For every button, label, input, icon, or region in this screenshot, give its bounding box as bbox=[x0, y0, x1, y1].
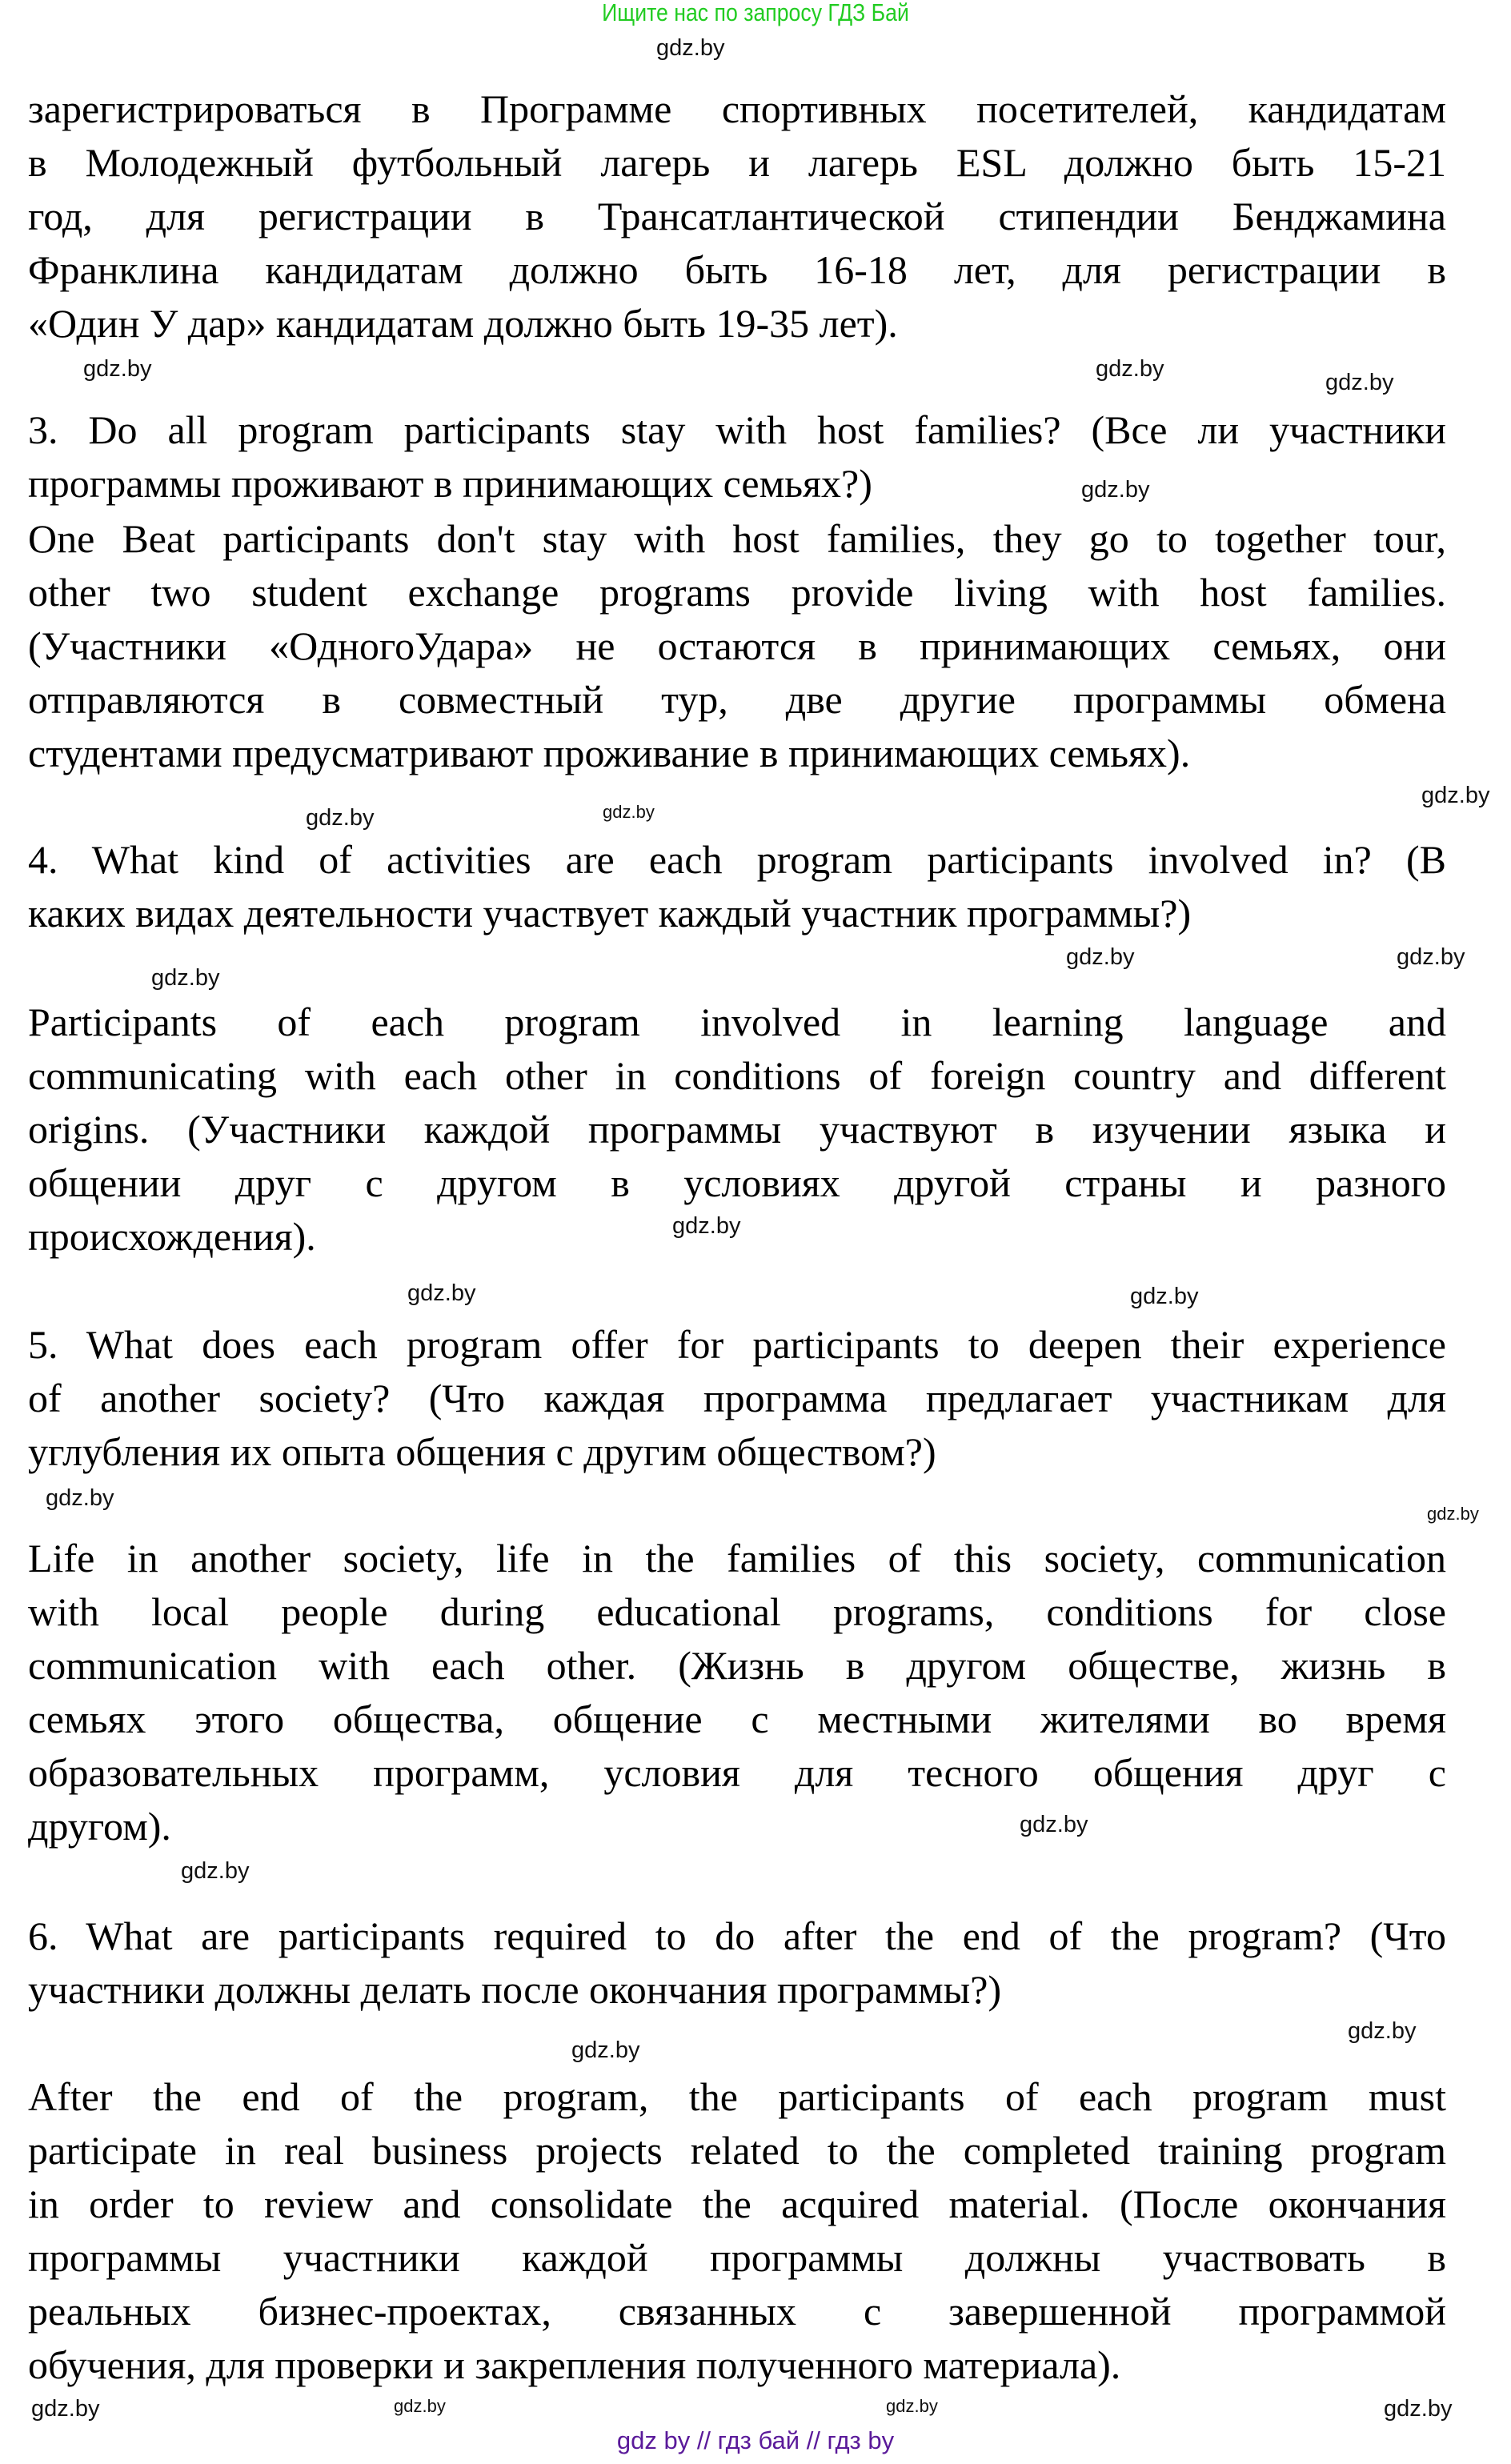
text-line: 3. Do all program participants stay with host families? (Все ли участники bbox=[28, 407, 1446, 452]
answer-5 bbox=[28, 1532, 1446, 1853]
watermark-text: gdz.by bbox=[306, 805, 375, 831]
watermark-text: gdz.by bbox=[83, 356, 152, 382]
watermark-text: gdz.by bbox=[603, 802, 655, 822]
watermark-text: gdz.by bbox=[672, 1213, 741, 1239]
answer-3 bbox=[28, 512, 1446, 780]
text-line: origins. (Участники каждой программы участвуют в изучении языка и bbox=[28, 1107, 1446, 1152]
watermark-text: gdz.by bbox=[1325, 370, 1394, 395]
text-line: углубления их опыта общения с другим обществом?) bbox=[28, 1429, 936, 1474]
text-line: in order to review and consolidate the acquired material. (После окончания bbox=[28, 2182, 1446, 2226]
text-line: Life in another society, life in the families of this society, communication bbox=[28, 1536, 1446, 1581]
text-line: other two student exchange programs provide living with host families. bbox=[28, 570, 1446, 615]
text-line: 4. What kind of activities are each program participants involved in? (В bbox=[28, 837, 1446, 882]
text-line: год, для регистрации в Трансатлантической стипендии Бенджамина bbox=[28, 194, 1446, 238]
text-line: происхождения). bbox=[28, 1214, 316, 1259]
watermark-text: gdz.by bbox=[1081, 477, 1150, 503]
text-line: «Один У дар» кандидатам должно быть 19-35 лет). bbox=[28, 301, 898, 346]
watermark-text: gdz.by bbox=[1096, 356, 1164, 382]
watermark-text: gdz.by bbox=[1066, 944, 1135, 970]
text-line: One Beat participants don't stay with host families, they go to together tour, bbox=[28, 516, 1446, 561]
watermark-text: gdz.by bbox=[886, 2396, 938, 2416]
text-line: программы участники каждой программы должны участвовать в bbox=[28, 2235, 1446, 2280]
text-line: обучения, для проверки и закрепления полученного материала). bbox=[28, 2342, 1121, 2387]
watermark-text: gdz.by bbox=[407, 1280, 476, 1306]
watermark-text: gdz.by bbox=[151, 965, 220, 991]
text-line: with local people during educational programs, conditions for close bbox=[28, 1589, 1446, 1634]
answer-2-continued bbox=[28, 82, 1446, 351]
text-line: реальных бизнес-проектах, связанных с завершенной программой bbox=[28, 2289, 1446, 2334]
text-line: communicating with each other in conditions of foreign country and different bbox=[28, 1053, 1446, 1098]
question-4 bbox=[28, 833, 1446, 940]
watermark-text: gdz.by bbox=[31, 2396, 100, 2422]
watermark-text: gdz.by bbox=[46, 1485, 114, 1511]
text-line: Participants of each program involved in learning language and bbox=[28, 1000, 1446, 1044]
text-line: семьях этого общества, общение с местными жителями во время bbox=[28, 1697, 1446, 1741]
text-line: студентами предусматривают проживание в принимающих семьях). bbox=[28, 731, 1191, 775]
text-line: отправляются в совместный тур, две другие программы обмена bbox=[28, 677, 1446, 722]
text-line: participate in real business projects related to the completed training program bbox=[28, 2128, 1446, 2173]
watermark-text: gdz.by bbox=[571, 2037, 640, 2063]
text-line: 6. What are participants required to do after the end of the program? (Что bbox=[28, 1913, 1446, 1958]
question-6 bbox=[28, 1909, 1446, 2017]
question-5 bbox=[28, 1318, 1446, 1479]
text-line: каких видах деятельности участвует каждый участник программы?) bbox=[28, 891, 1192, 936]
text-line: общении друг с другом в условиях другой страны и разного bbox=[28, 1160, 1446, 1205]
text-line: of another society? (Что каждая программа предлагает участникам для bbox=[28, 1376, 1446, 1420]
footer-links[interactable]: gdz by // гдз бай // гдз by bbox=[616, 2426, 895, 2454]
watermark-text: gdz.by bbox=[656, 35, 725, 61]
text-line: зарегистрироваться в Программе спортивных посетителей, кандидатам bbox=[28, 86, 1446, 131]
watermark-text: gdz.by bbox=[1421, 783, 1490, 808]
watermark-text: gdz.by bbox=[1130, 1284, 1199, 1309]
text-line: образовательных программ, условия для тесного общения друг с bbox=[28, 1750, 1446, 1795]
text-line: (Участники «ОдногоУдара» не остаются в принимающих семьях, они bbox=[28, 623, 1446, 668]
text-line: communication with each other. (Жизнь в другом обществе, жизнь в bbox=[28, 1643, 1446, 1688]
text-line: 5. What does each program offer for participants to deepen their experience bbox=[28, 1322, 1446, 1367]
answer-6 bbox=[28, 2070, 1446, 2392]
text-line: другом). bbox=[28, 1804, 171, 1849]
question-3 bbox=[28, 403, 1446, 511]
text-line: участники должны делать после окончания программы?) bbox=[28, 1967, 1002, 2012]
watermark-text: gdz.by bbox=[1348, 2018, 1417, 2044]
watermark-text: gdz.by bbox=[1427, 1504, 1479, 1524]
text-line: After the end of the program, the participants of each program must bbox=[28, 2074, 1446, 2119]
search-banner[interactable]: Ищите нас по запросу ГДЗ Бай bbox=[602, 0, 909, 26]
text-line: в Молодежный футбольный лагерь и лагерь ESL должно быть 15-21 bbox=[28, 140, 1446, 185]
watermark-text: gdz.by bbox=[181, 1858, 250, 1884]
watermark-text: gdz.by bbox=[1397, 944, 1465, 970]
watermark-text: gdz.by bbox=[394, 2396, 446, 2416]
text-line: Франклина кандидатам должно быть 16-18 лет, для регистрации в bbox=[28, 247, 1446, 292]
text-line: программы проживают в принимающих семьях?) bbox=[28, 461, 872, 506]
watermark-text: gdz.by bbox=[1020, 1812, 1088, 1837]
watermark-text: gdz.by bbox=[1384, 2396, 1453, 2422]
